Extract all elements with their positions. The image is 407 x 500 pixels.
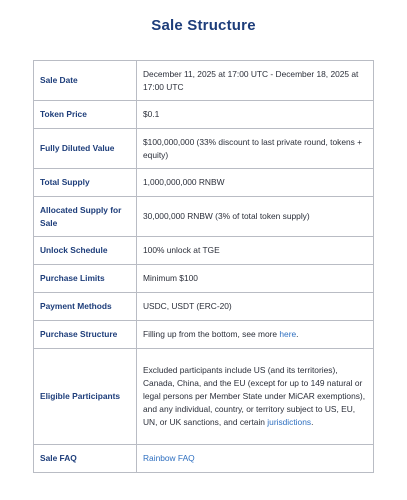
jurisdictions-link[interactable]: jurisdictions	[267, 417, 312, 427]
row-label: Sale FAQ	[34, 445, 137, 473]
table-row	[34, 237, 374, 265]
row-value: December 11, 2025 at 17:00 UTC - December 18, 2025 at 17:00 UTC	[137, 61, 374, 101]
table-row	[34, 293, 374, 321]
table-row	[34, 169, 374, 197]
table-row	[34, 445, 374, 473]
sale-structure-table	[33, 60, 374, 473]
row-label: Sale Date	[34, 61, 137, 101]
here-link[interactable]: here	[279, 329, 297, 339]
row-label: Eligible Participants	[34, 349, 137, 445]
page-title: Sale Structure	[151, 17, 256, 34]
row-value-text: Excluded participants include US (and its territories), Canada, China, and the EU (except for up to 149 natural or legal persons per Member State under MiCAR exemptions), and any individual, country, or territory subject to US, EU, UN, or UK sanctions, and certain	[143, 365, 366, 427]
row-value-text: Filling up from the bottom, see more	[143, 329, 280, 339]
table-row	[34, 265, 374, 293]
row-label: Unlock Schedule	[34, 237, 137, 265]
row-value: Minimum $100	[137, 265, 374, 293]
row-label: Allocated Supply for Sale	[34, 197, 137, 237]
table-row	[34, 129, 374, 169]
row-value	[137, 445, 374, 473]
row-value: 30,000,000 RNBW (3% of total token supply)	[137, 197, 374, 237]
table-row	[34, 61, 374, 101]
row-label: Purchase Limits	[34, 265, 137, 293]
row-value: USDC, USDT (ERC-20)	[137, 293, 374, 321]
row-label: Total Supply	[34, 169, 137, 197]
row-label: Token Price	[34, 101, 137, 129]
row-label: Purchase Structure	[34, 321, 137, 349]
row-value: 1,000,000,000 RNBW	[137, 169, 374, 197]
row-value: 100% unlock at TGE	[137, 237, 374, 265]
row-value-suffix: .	[311, 417, 314, 427]
rainbow-faq-link[interactable]: Rainbow FAQ	[143, 453, 195, 463]
row-label: Payment Methods	[34, 293, 137, 321]
row-value: $0.1	[137, 101, 374, 129]
table-row	[34, 349, 374, 445]
row-value: $100,000,000 (33% discount to last private round, tokens + equity)	[137, 129, 374, 169]
table-row	[34, 197, 374, 237]
row-value-suffix: .	[296, 329, 299, 339]
row-value	[137, 349, 374, 445]
row-label: Fully Diluted Value	[34, 129, 137, 169]
table-row	[34, 101, 374, 129]
row-value	[137, 321, 374, 349]
table-row	[34, 321, 374, 349]
